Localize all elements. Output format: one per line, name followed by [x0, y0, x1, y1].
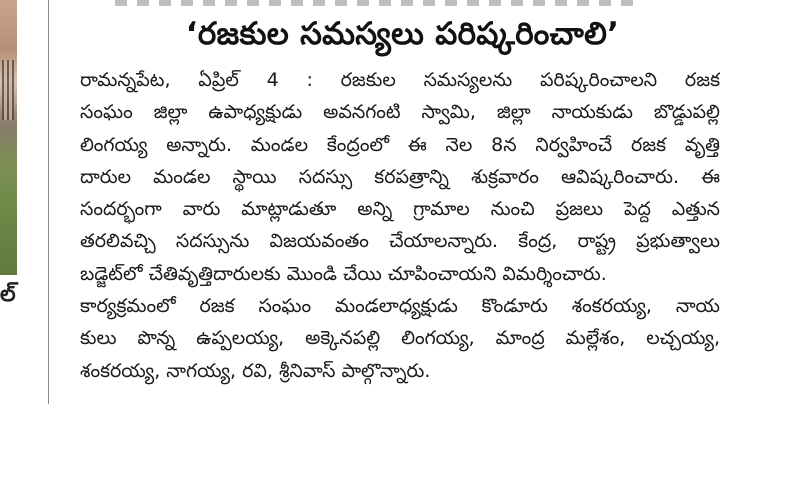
column-divider: [48, 0, 49, 404]
article-line-4: దారుల మండల స్థాయి సదస్సు కరపత్రాన్ని శుక్రవారం ఆవిష్కరించారు. ఈ: [80, 165, 720, 188]
article-headline: ‘రజకుల సమస్యలు పరిష్కరించాలి’: [185, 16, 620, 52]
article-line-5: సందర్భంగా వారు మాట్లాడుతూ అన్ని గ్రామాల నుంచి ప్రజలు పెద్ద ఎత్తున: [80, 198, 720, 221]
article-line-10: శంకరయ్య, నాగయ్య, రవి, శ్రీనివాస్ పాల్గొన్నారు.: [80, 359, 431, 382]
article-line-6: తరలివచ్చి సదస్సును విజయవంతం చేయాలన్నారు. కేంద్ర, రాష్ట్ర ప్రభుత్వాలు: [80, 230, 720, 253]
left-column-caption-fragment: ల్: [0, 282, 16, 307]
article-line-1: రామన్నపేట, ఏప్రిల్ 4 : రజకుల సమస్యలను పరిష్కరించాలని రజక: [80, 69, 720, 91]
article-line-3: లింగయ్య అన్నారు. మండల కేంద్రంలో ఈ నెల 8న నిర్వహించే రజక వృత్తి: [80, 133, 720, 156]
article-line-7: బడ్జెట్‌లో చేతివృత్తిదారులకు మొండి చేయి చూపించాయని విమర్శించారు.: [80, 262, 607, 285]
left-adjacent-photo: [0, 0, 17, 275]
photo-window-detail: [2, 60, 14, 120]
article-line-9: కులు పొన్న ఉప్పలయ్య, అక్కెనపల్లి లింగయ్య, మాంద్ర మల్లేశం, లచ్చయ్య,: [80, 327, 720, 350]
article-line-2: సంఘం జిల్లా ఉపాధ్యక్షుడు అవనగంటి స్వామి, జిల్లా నాయకుడు బొడ్డుపల్లి: [80, 101, 720, 124]
article-line-8: కార్యక్రమంలో రజక సంఘం మండలాధ్యక్షుడు కొండూరు శంకరయ్య, నాయ: [80, 295, 720, 318]
article-body: [80, 64, 720, 387]
cropped-text-strip: [115, 0, 635, 6]
